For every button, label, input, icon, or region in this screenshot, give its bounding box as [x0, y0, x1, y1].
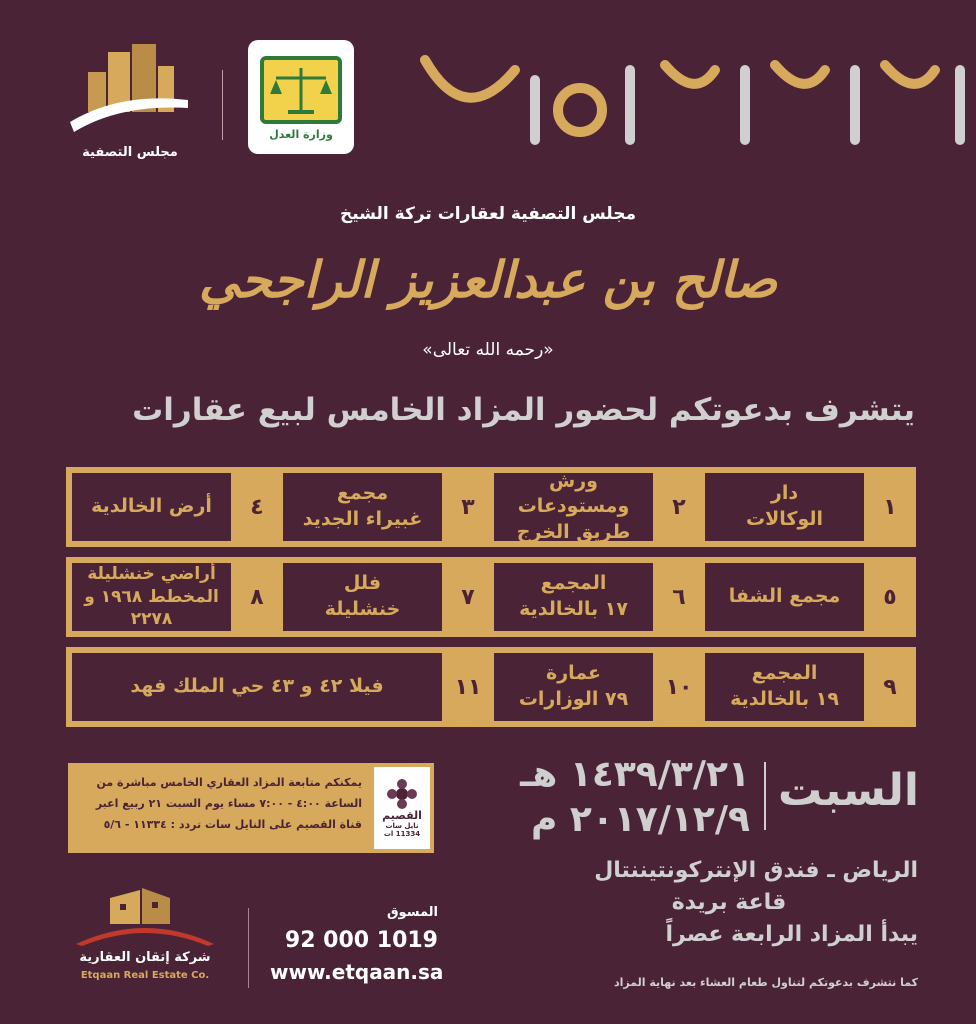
- property-number: ٨: [234, 560, 280, 634]
- property-label: عمارة ٧٩ الوزارات: [491, 650, 656, 724]
- intro-line: مجلس التصفية لعقارات تركة الشيخ: [340, 204, 636, 224]
- qassim-channel-logo: [374, 767, 430, 849]
- mercy-phrase: «رحمه الله تعالى»: [422, 340, 554, 360]
- auction-headline: يتشرف بدعوتكم لحضور المزاد الخامس لبيع عقارات: [132, 392, 915, 428]
- property-number: ٩: [867, 650, 913, 724]
- liquidation-council-logo-text: مجلس التصفية: [82, 145, 178, 160]
- property-number: ٢: [656, 470, 702, 544]
- decorative-numerals-icon: [405, 40, 976, 160]
- scales-emblem-icon: [258, 54, 344, 126]
- property-label: فلل خنشليلة: [280, 560, 445, 634]
- liquidation-council-logo: [60, 42, 200, 160]
- property-cell: [702, 650, 913, 724]
- hijri-date: ١٤٣٩/٣/٢١ هـ: [520, 754, 750, 795]
- property-row-3: [66, 647, 916, 727]
- etqaan-buildings-icon: [70, 884, 220, 948]
- etqaan-name-ar: شركة إتقان العقارية: [79, 950, 211, 965]
- ministry-of-justice-logo: [248, 40, 354, 154]
- property-label: أراضي خنشليلة المخطط ١٩٦٨ و ٢٢٧٨: [69, 560, 234, 634]
- property-label: مجمع غبيراء الجديد: [280, 470, 445, 544]
- property-cell: [69, 560, 280, 634]
- property-cell: [491, 650, 702, 724]
- property-label: ورش ومستودعات طريق الخرج: [491, 470, 656, 544]
- logo-divider: [222, 70, 223, 140]
- property-row-1: [66, 467, 916, 547]
- flower-icon: [385, 779, 419, 809]
- dinner-invitation-note: كما نتشرف بدعوتكم لتناول طعام العشاء بعد نهاية المزاد: [613, 976, 918, 989]
- property-cell: [69, 650, 491, 724]
- property-cell: [69, 470, 280, 544]
- venue-location: الرياض ـ فندق الإنتركونتيننتال: [594, 858, 918, 883]
- tv-line-1: يمكنكم متابعة المزاد العقاري الخامس مباشرة من: [96, 776, 362, 789]
- marketer-label: المسوق: [386, 905, 438, 920]
- property-label: دار الوكالات: [702, 470, 867, 544]
- property-cell: [702, 560, 913, 634]
- property-label: مجمع الشفا: [702, 560, 867, 634]
- tv-line-3: قناة القصيم على النايل سات تردد : ١١٣٣٤ - ٥/٦: [103, 817, 362, 831]
- property-row-2: [66, 557, 916, 637]
- property-number: ٥: [867, 560, 913, 634]
- property-number: ٣: [445, 470, 491, 544]
- property-number: ١١: [445, 650, 491, 724]
- marketer-phone[interactable]: 92 000 1019: [284, 928, 438, 953]
- deceased-name: صالح بن عبدالعزيز الراجحي: [198, 250, 778, 309]
- property-number: ١٠: [656, 650, 702, 724]
- etqaan-name-en: Etqaan Real Estate Co.: [80, 970, 210, 981]
- auction-number-decoration: [405, 40, 976, 160]
- property-cell: [280, 470, 491, 544]
- channel-name: القصيم: [382, 808, 422, 822]
- property-number: ٧: [445, 560, 491, 634]
- property-label: أرض الخالدية: [69, 470, 234, 544]
- property-cell: [491, 470, 702, 544]
- channel-sub: نايل سات: [385, 821, 419, 830]
- auction-dates: [520, 752, 750, 842]
- channel-freq: 11334 ات: [383, 829, 421, 838]
- auction-day: السبت: [778, 765, 919, 816]
- gregorian-date: ٢٠١٧/١٢/٩ م: [530, 799, 750, 840]
- property-cell: [280, 560, 491, 634]
- venue-hall: قاعة بريدة: [671, 889, 787, 915]
- etqaan-logo: [70, 884, 220, 948]
- property-number: ٦: [656, 560, 702, 634]
- tv-text: [68, 763, 370, 853]
- buildings-icon: [60, 42, 200, 137]
- property-label: المجمع ١٩ بالخالدية: [702, 650, 867, 724]
- ministry-logo-text: وزارة العدل: [269, 127, 333, 141]
- tv-broadcast-box: [68, 763, 434, 853]
- marketer-website[interactable]: www.etqaan.sa: [270, 960, 444, 984]
- auction-start-time: يبدأ المزاد الرابعة عصراً: [665, 921, 918, 947]
- venue-info: [480, 855, 918, 951]
- property-label: المجمع ١٧ بالخالدية: [491, 560, 656, 634]
- property-cell: [491, 560, 702, 634]
- property-number: ١: [867, 470, 913, 544]
- tv-line-2: الساعة ٤:٠٠ - ٧:٠٠ مساء يوم السبت ٢١ ربيع اعبر: [95, 796, 362, 810]
- date-divider: [764, 762, 766, 830]
- property-label: فيلا ٤٢ و ٤٣ حي الملك فهد: [69, 650, 445, 724]
- property-cell: [702, 470, 913, 544]
- property-number: ٤: [234, 470, 280, 544]
